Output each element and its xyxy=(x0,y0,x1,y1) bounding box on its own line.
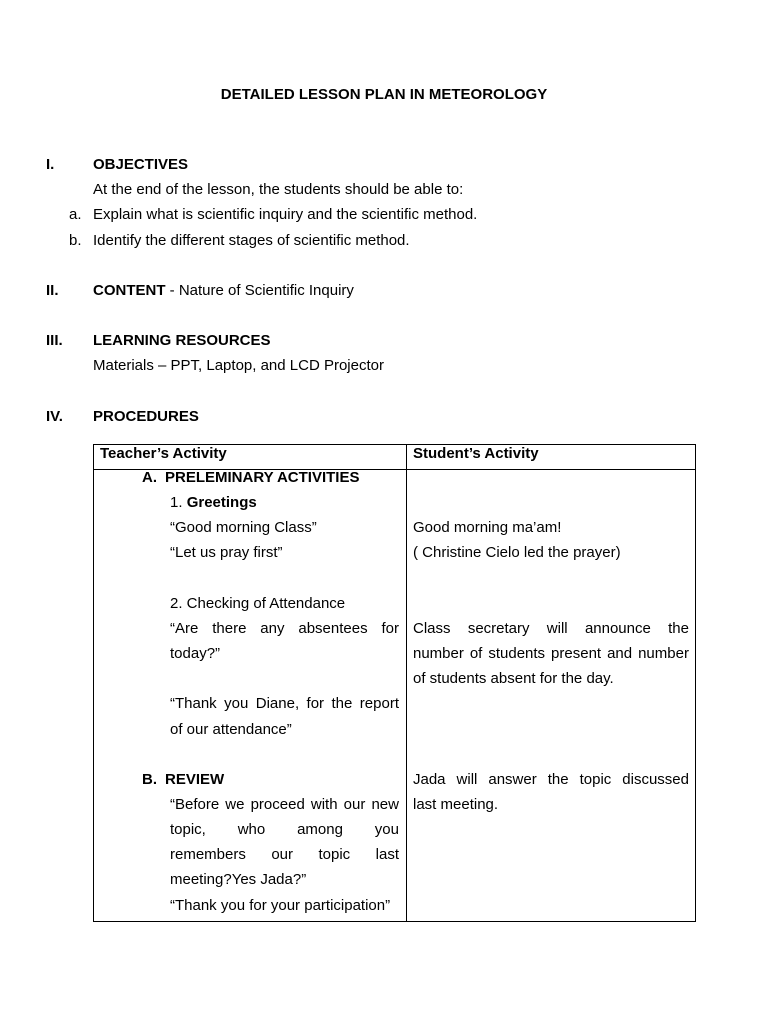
word: who xyxy=(237,821,266,838)
word: the xyxy=(668,620,689,637)
teacher-section-a-letter: A. xyxy=(142,469,157,486)
teacher-section-a-heading: PRELEMINARY ACTIVITIES xyxy=(165,469,360,486)
student-review-line-2: last meeting. xyxy=(413,796,499,813)
word: we xyxy=(225,796,245,813)
word: and xyxy=(607,645,633,662)
table-header-student: Student’s Activity xyxy=(413,445,539,462)
objective-item-a: Explain what is scientific inquiry and the scientific method. xyxy=(93,206,478,223)
word: topic xyxy=(318,846,351,863)
word: answer xyxy=(488,771,537,788)
section-numeral-resources: III. xyxy=(46,332,63,349)
word: last xyxy=(375,846,399,863)
teacher-review-line-1 xyxy=(170,796,399,814)
word: students xyxy=(488,645,546,662)
word: for xyxy=(306,695,325,712)
teacher-review-line-5: “Thank you for your participation” xyxy=(170,897,391,914)
word: remembers xyxy=(170,846,246,863)
teacher-greetings-label xyxy=(170,494,257,512)
word: Diane, xyxy=(255,695,300,712)
word: the xyxy=(331,695,353,712)
word: you xyxy=(224,695,249,712)
word: present xyxy=(551,645,602,662)
word: will xyxy=(546,620,568,637)
greetings-number: 1. xyxy=(170,494,187,511)
student-secretary-line-3: of students absent for the day. xyxy=(413,670,614,687)
table-header-teacher: Teacher’s Activity xyxy=(100,445,227,462)
word: will xyxy=(456,771,478,788)
word: any xyxy=(260,620,285,637)
objective-letter-a: a. xyxy=(69,206,82,223)
word: Jada xyxy=(413,771,446,788)
table-column-divider xyxy=(406,445,407,921)
student-prayer-line: ( Christine Cielo led the prayer) xyxy=(413,544,621,561)
teacher-thanks-line-1 xyxy=(170,695,399,713)
word: “Before xyxy=(170,796,220,813)
word: topic xyxy=(579,771,612,788)
objectives-intro: At the end of the lesson, the students should be able to: xyxy=(93,181,464,198)
word: for xyxy=(381,620,399,637)
student-greeting-line: Good morning ma’am! xyxy=(413,519,562,536)
teacher-review-line-2 xyxy=(170,821,399,839)
word: secretary xyxy=(467,620,530,637)
word: our xyxy=(271,846,294,863)
objective-item-b: Identify the different stages of scientific method. xyxy=(93,232,410,249)
teacher-prayer-line: “Let us pray first” xyxy=(170,544,283,561)
word: report xyxy=(359,695,399,712)
word: topic, xyxy=(170,821,206,838)
teacher-review-line-3 xyxy=(170,846,399,864)
teacher-review-line-4: meeting?Yes Jada?” xyxy=(170,871,307,888)
word: absentees xyxy=(298,620,368,637)
word: “Are xyxy=(170,620,199,637)
content-text: - Nature of Scientific Inquiry xyxy=(165,282,354,299)
section-numeral-procedures: IV. xyxy=(46,408,63,425)
word: discussed xyxy=(622,771,689,788)
word: the xyxy=(547,771,569,788)
section-numeral-objectives: I. xyxy=(46,156,55,173)
word: there xyxy=(212,620,247,637)
resources-text: Materials – PPT, Laptop, and LCD Projector xyxy=(93,357,384,374)
word: with xyxy=(310,796,338,813)
content-line xyxy=(93,282,354,300)
procedures-table xyxy=(93,444,696,922)
student-secretary-line-1 xyxy=(413,620,689,638)
word: new xyxy=(371,796,399,813)
page-title: DETAILED LESSON PLAN IN METEOROLOGY xyxy=(220,86,548,103)
student-review-line-1 xyxy=(413,771,689,789)
word: you xyxy=(374,821,399,838)
section-heading-objectives: OBJECTIVES xyxy=(93,156,189,173)
section-numeral-content: II. xyxy=(46,282,59,299)
word: Class xyxy=(413,620,451,637)
word: of xyxy=(469,645,483,662)
teacher-section-b-heading: REVIEW xyxy=(165,771,225,788)
greetings-title: Greetings xyxy=(186,494,257,511)
word: our xyxy=(343,796,366,813)
teacher-attendance-label: 2. Checking of Attendance xyxy=(170,595,346,612)
teacher-section-b-letter: B. xyxy=(142,771,157,788)
student-secretary-line-2 xyxy=(413,645,689,663)
word: proceed xyxy=(250,796,305,813)
word: announce xyxy=(584,620,651,637)
word: among xyxy=(297,821,343,838)
section-heading-resources: LEARNING RESOURCES xyxy=(93,332,271,349)
word: “Thank xyxy=(170,695,217,712)
teacher-absentee-line-2: today?” xyxy=(170,645,221,662)
teacher-absentee-line-1 xyxy=(170,620,399,638)
section-heading-content: CONTENT xyxy=(93,282,166,299)
objective-letter-b: b. xyxy=(69,232,82,249)
word: number xyxy=(413,645,464,662)
teacher-thanks-line-2: of our attendance” xyxy=(170,721,292,738)
section-heading-procedures: PROCEDURES xyxy=(93,408,199,425)
word: number xyxy=(638,645,689,662)
teacher-greeting-line: “Good morning Class” xyxy=(170,519,317,536)
